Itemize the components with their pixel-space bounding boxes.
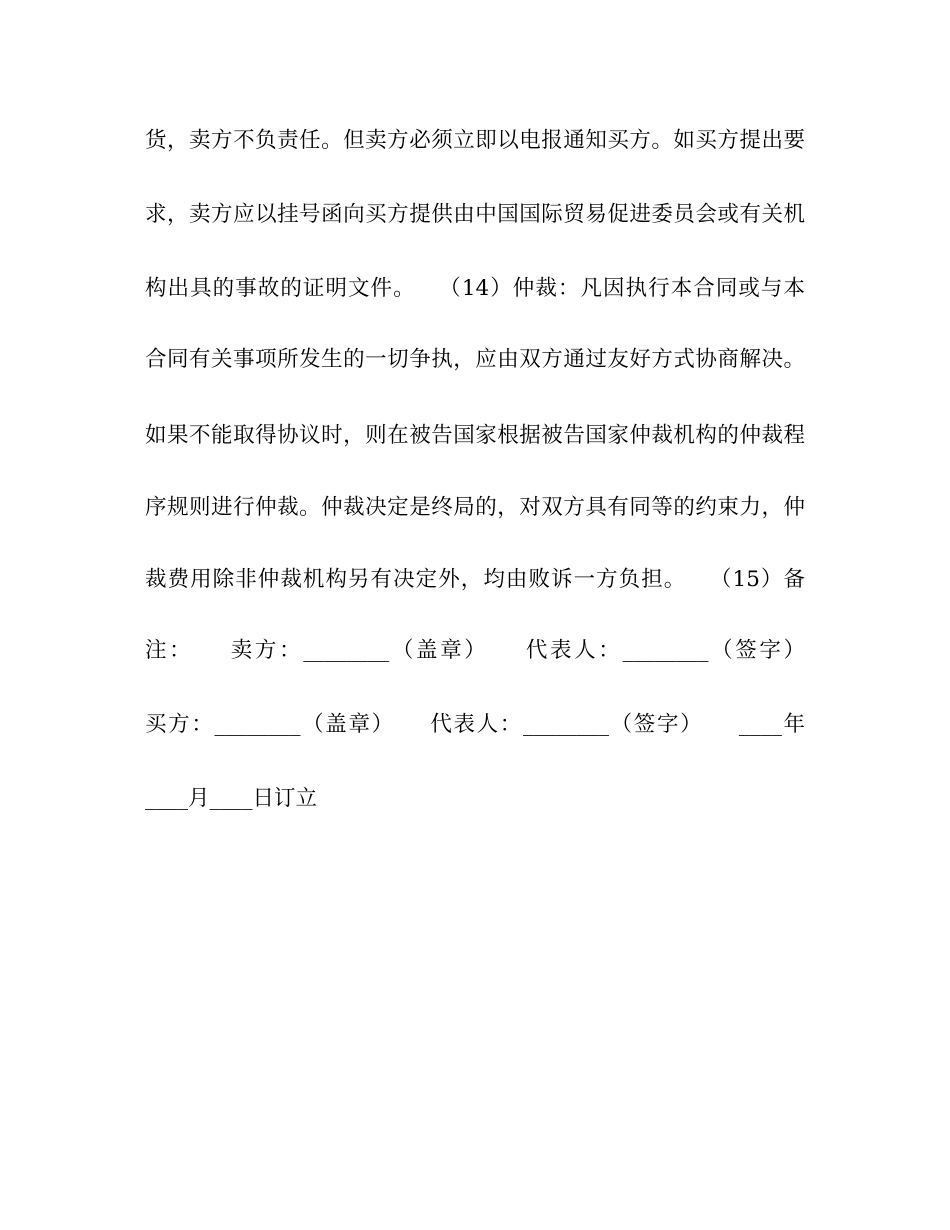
text-line-5: 如果不能取得协议时，则在被告国家根据被告国家仲裁机构的仲裁程	[145, 423, 805, 448]
text-line-9: 买方：________（盖章） 代表人：________（签字） ____年	[145, 712, 805, 737]
text-line-3: 构出具的事故的证明文件。 （14）仲裁：凡因执行本合同或与本	[145, 276, 805, 301]
text-line-6: 序规则进行仲裁。仲裁决定是终局的，对双方具有同等的约束力，仲	[145, 495, 805, 520]
text-line-1: 货，卖方不负责任。但卖方必须立即以电报通知买方。如买方提出要	[145, 128, 805, 153]
text-line-8: 注： 卖方：________（盖章） 代表人：________（签字）	[145, 638, 805, 663]
text-line-7: 裁费用除非仲裁机构另有决定外，均由败诉一方负担。 （15）备	[145, 567, 805, 592]
text-line-4: 合同有关事项所发生的一切争执，应由双方通过友好方式协商解决。	[145, 347, 805, 372]
text-line-2: 求，卖方应以挂号函向买方提供由中国国际贸易促进委员会或有关机	[145, 202, 805, 227]
text-line-10: ____月____日订立	[145, 786, 318, 811]
